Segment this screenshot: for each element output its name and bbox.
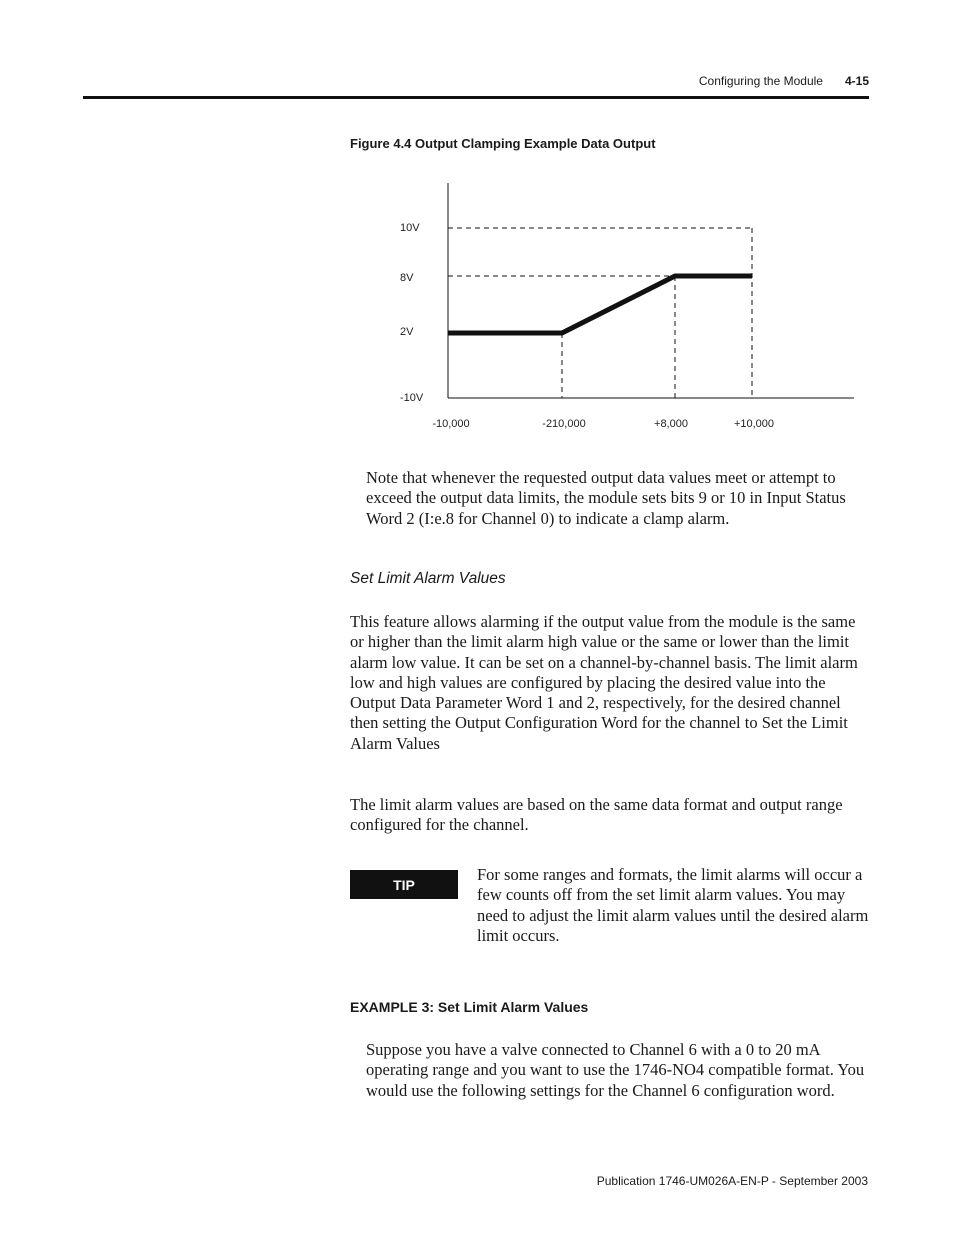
x-tick-label-4: +10,000 xyxy=(733,418,775,430)
publication-footer: Publication 1746-UM026A-EN-P - September 2003 xyxy=(596,1174,868,1188)
running-header xyxy=(699,74,869,88)
figure-caption: Figure 4.4 Output Clamping Example Data Output xyxy=(350,136,656,151)
x-tick-label-1: -10,000 xyxy=(432,418,470,430)
x-tick-label-2: -210,000 xyxy=(542,418,586,430)
limit-alarm-feature-paragraph: This feature allows alarming if the output value from the module is the same or higher than the limit alarm high value or the same or lower than the limit alarm low value. It can be set on a channel-by-channel basis. The limit alarm low and high values are configured by placing the desired value into the Output Data Parameter Word 1 and 2, respectively, for the desired channel then setting the Output Configuration Word for the channel to Set the Limit Alarm Values xyxy=(350,612,858,753)
header-section-title: Configuring the Module xyxy=(698,74,823,88)
example-paragraph: Suppose you have a valve connected to Channel 6 with a 0 to 20 mA operating range and you want to use the 1746-NO4 compatible format. You would use the following settings for the Channel 6 configuration word. xyxy=(366,1040,865,1100)
y-tick-label-8v: 8V xyxy=(400,272,414,284)
tip-text: For some ranges and formats, the limit alarms will occur a few counts off from the set limit alarm values. You may need to adjust the limit alarm values until the desired alarm limit occurs. xyxy=(477,865,869,945)
set-limit-alarm-subheading: Set Limit Alarm Values xyxy=(350,570,506,587)
limit-alarm-format-paragraph: The limit alarm values are based on the same data format and output range configured for the channel. xyxy=(350,795,843,835)
y-tick-label-10v: 10V xyxy=(400,222,420,234)
example-heading: EXAMPLE 3: Set Limit Alarm Values xyxy=(350,999,589,1015)
tip-label: TIP xyxy=(350,870,458,899)
series-line xyxy=(448,276,752,333)
output-clamping-chart xyxy=(390,180,860,440)
clamp-alarm-note: Note that whenever the requested output data values meet or attempt to exceed the output data limits, the module sets bits 9 or 10 in Input Status Word 2 (I:e.8 for Channel 0) to indicate a clamp alarm. xyxy=(366,468,846,528)
x-tick-label-3: +8,000 xyxy=(654,418,688,430)
y-tick-label-neg10v: -10V xyxy=(400,392,424,404)
y-tick-label-2v: 2V xyxy=(400,326,414,338)
header-rule xyxy=(83,96,869,99)
header-page-number: 4-15 xyxy=(844,74,869,88)
